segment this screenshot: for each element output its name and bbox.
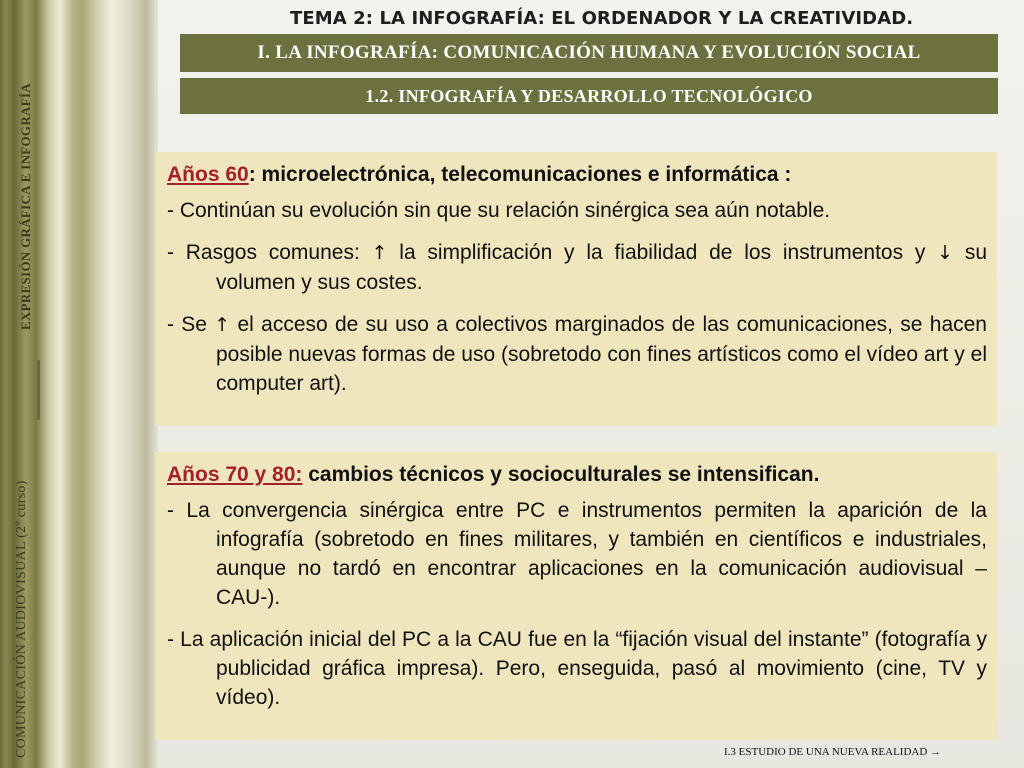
heading-text-60s: : microelectrónica, telecomunicaciones e informática : xyxy=(248,163,792,186)
era-label-70s-80s: Años 70 y 80: xyxy=(167,463,303,486)
course-name-label: COMUNICACIÓN AUDIOVISUAL (2º curso) xyxy=(14,480,29,758)
content-box-60s xyxy=(155,152,997,426)
subsection-title-band xyxy=(180,78,998,114)
next-section-link[interactable]: I.3 ESTUDIO DE UNA NUEVA REALIDAD → xyxy=(724,746,942,758)
era-label-60s: Años 60 xyxy=(167,163,249,186)
box-heading-70s-80s xyxy=(167,460,987,489)
bullet-60s-3: - Se ↑ el acceso de su uso a colectivos marginados de las comunicaciones, se hacen posible nuevas formas de uso (sobretodo con fines artísticos como el vídeo art y el computer art). xyxy=(167,313,987,395)
section-title: I. LA INFOGRAFÍA: COMUNICACIÓN HUMANA Y EVOLUCIÓN SOCIAL xyxy=(257,42,921,63)
arrow-up-icon: ↑ xyxy=(371,242,388,264)
bullet-70s-2: - La aplicación inicial del PC a la CAU fue en la “fijación visual del instante” (fotografía y publicidad gráfica impresa). Pero, enseguida, pasó al movimiento (cine, TV y vídeo). xyxy=(167,628,987,709)
arrow-up-icon: ↑ xyxy=(214,314,231,336)
course-subject-label: EXPRESIÓN GRÁFICA E INFOGRAFÍA xyxy=(18,83,33,330)
heading-text-70s-80s: cambios técnicos y socioculturales se intensifican. xyxy=(302,463,820,486)
bullet-60s-1: - Continúan su evolución sin que su relación sinérgica sea aún notable. xyxy=(167,199,831,222)
content-box-70s-80s xyxy=(155,452,997,740)
section-title-band xyxy=(180,34,998,72)
arrow-down-icon: ↓ xyxy=(937,242,954,264)
subsection-title: 1.2. INFOGRAFÍA Y DESARROLLO TECNOLÓGICO xyxy=(365,85,813,106)
sidebar-divider xyxy=(37,360,40,420)
bullet-70s-1: - La convergencia sinérgica entre PC e instrumentos permiten la aparición de la infografía (sobretodo en fines militares, y también en científicos e industriales, aunque no tardó en encontrar aplicaciones en la comunicación audiovisual –CAU-). xyxy=(167,499,987,609)
box-heading-60s xyxy=(167,160,987,189)
page-title: TEMA 2: LA INFOGRAFÍA: EL ORDENADOR Y LA CREATIVIDAD. xyxy=(290,8,914,29)
bullet-60s-2: - Rasgos comunes: ↑ la simplificación y la fiabilidad de los instrumentos y ↓ su volumen y sus costes. xyxy=(167,241,988,294)
